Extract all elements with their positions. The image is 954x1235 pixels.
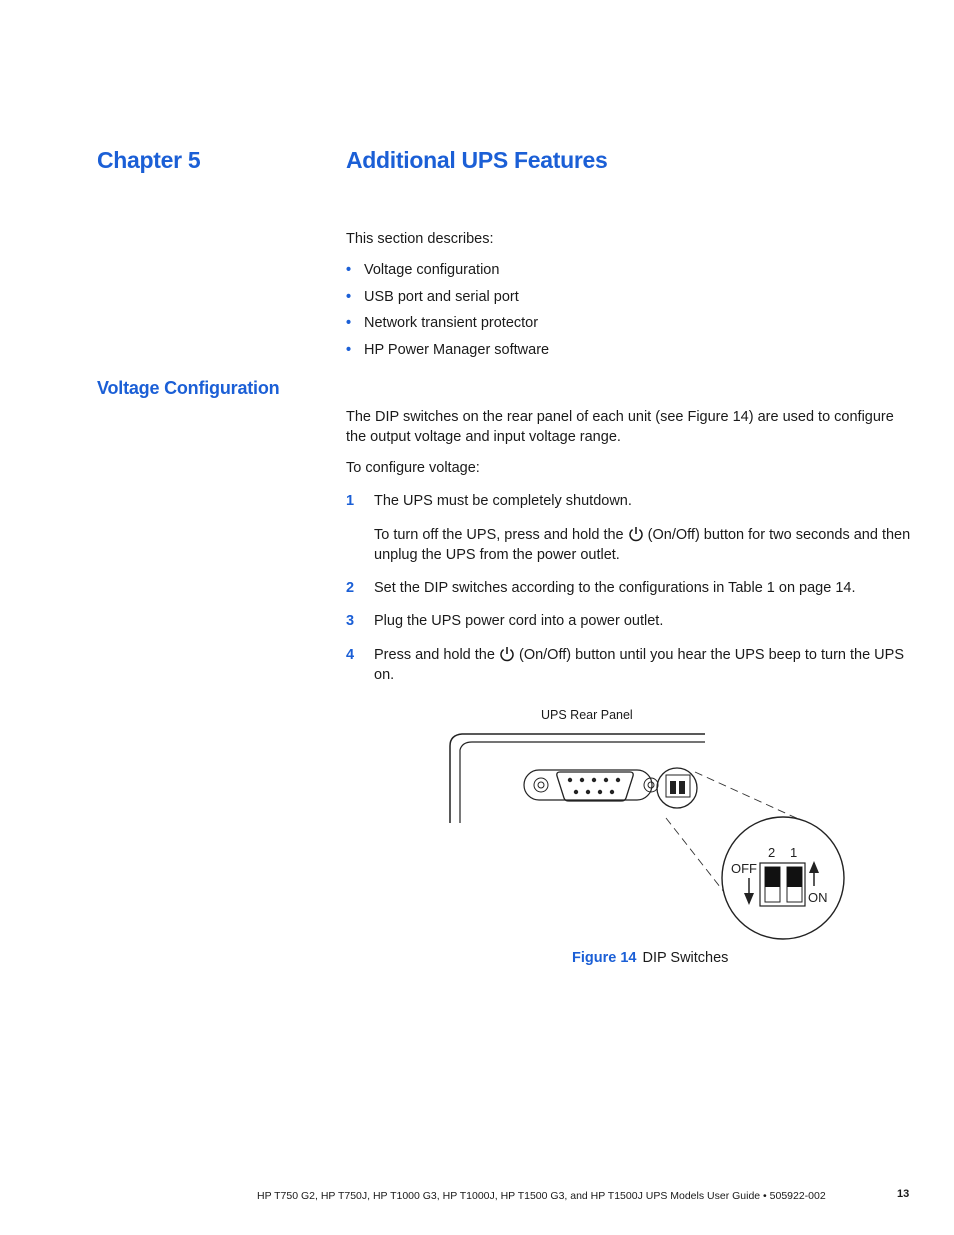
figure-caption-text: DIP Switches bbox=[642, 950, 729, 966]
serial-port bbox=[524, 770, 658, 801]
step-4 bbox=[346, 645, 911, 685]
power-icon bbox=[499, 646, 515, 662]
page-number: 13 bbox=[897, 1188, 910, 1200]
step-text: Plug the UPS power cord into a power outlet. bbox=[374, 613, 664, 629]
on-label: ON bbox=[808, 890, 828, 905]
power-icon bbox=[628, 526, 644, 542]
intro-text: This section describes: bbox=[346, 231, 494, 247]
list-item: • USB port and serial port bbox=[346, 288, 519, 305]
chapter-label: Chapter 5 bbox=[97, 147, 201, 173]
step-number: 1 bbox=[346, 493, 355, 509]
figure-title: UPS Rear Panel bbox=[541, 708, 633, 722]
step-3 bbox=[346, 611, 911, 631]
step-2 bbox=[346, 578, 911, 598]
feature-list bbox=[346, 260, 846, 367]
step-1 bbox=[346, 491, 911, 511]
panel-edge-inner bbox=[460, 742, 705, 823]
switch-label-1: 1 bbox=[790, 845, 798, 860]
step-text: Press and hold the (On/Off) button until you hear the UPS beep to turn the UPS on. bbox=[374, 647, 904, 683]
figure-caption bbox=[572, 950, 728, 966]
step-number: 4 bbox=[346, 647, 355, 663]
step-number: 2 bbox=[346, 580, 355, 596]
step-detail-text: To turn off the UPS, press and hold the (On/Off) button for two seconds and then unplug the UPS from the power outlet. bbox=[374, 527, 911, 563]
step-1-detail bbox=[346, 525, 911, 565]
bullet-icon: • bbox=[346, 262, 352, 278]
guide-line bbox=[695, 772, 805, 822]
step-text: Set the DIP switches according to the configurations in Table 1 on page 14. bbox=[374, 580, 856, 596]
dip-switch-small bbox=[657, 768, 697, 808]
bullet-icon: • bbox=[346, 315, 352, 332]
footer-text: HP T750 G2, HP T750J, HP T1000 G3, HP T1000J, HP T1500 G3, and HP T1500J UPS Models User Guide • 505922-002 bbox=[257, 1190, 826, 1202]
step-text: The UPS must be completely shutdown. bbox=[374, 493, 632, 509]
off-label: OFF bbox=[731, 861, 757, 876]
dip-switch-magnified bbox=[722, 817, 844, 939]
section-heading: Voltage Configuration bbox=[97, 378, 280, 398]
step-number: 3 bbox=[346, 613, 355, 629]
dip-switch-diagram bbox=[440, 728, 860, 944]
list-item: • HP Power Manager software bbox=[346, 342, 550, 359]
bullet-icon: • bbox=[346, 288, 352, 305]
paragraph-configure: To configure voltage: bbox=[346, 460, 480, 476]
paragraph-dip-switches: The DIP switches on the rear panel of each unit (see Figure 14) are used to configure the output voltage and input voltage range. bbox=[346, 409, 894, 445]
switch-label-2: 2 bbox=[768, 845, 776, 860]
bullet-icon: • bbox=[346, 342, 352, 359]
list-item: • Network transient protector bbox=[346, 315, 539, 332]
panel-edge bbox=[450, 734, 705, 823]
figure-caption-label: Figure 14 bbox=[572, 950, 637, 966]
chapter-title: Additional UPS Features bbox=[346, 147, 608, 173]
list-item: • Voltage configuration bbox=[346, 262, 500, 278]
